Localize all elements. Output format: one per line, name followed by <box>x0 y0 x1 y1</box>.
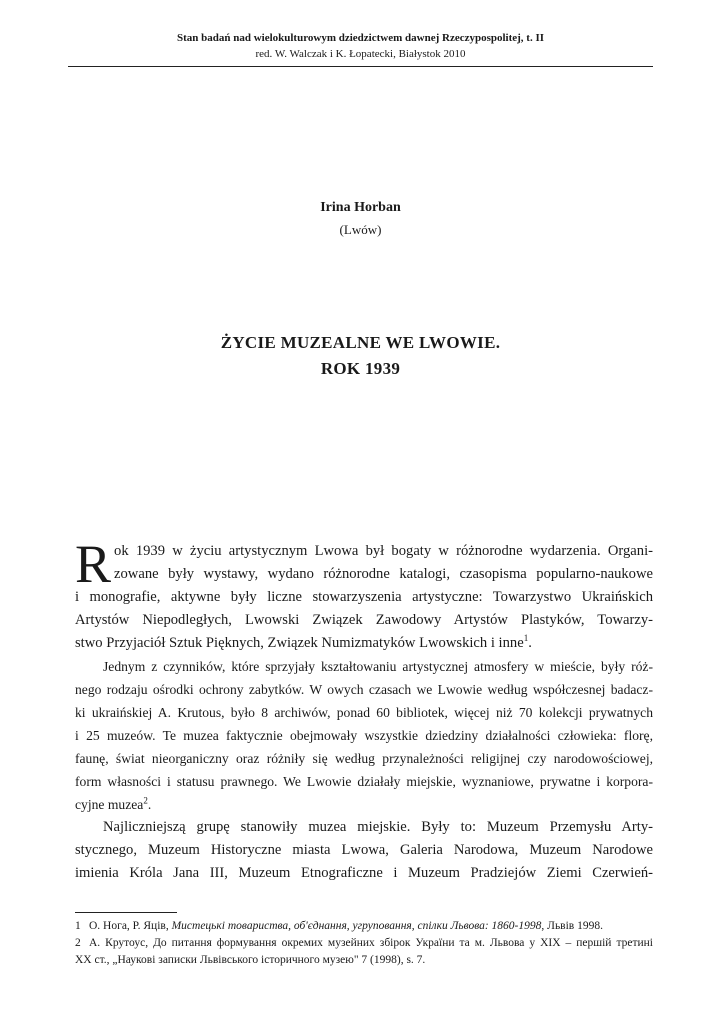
footnote-1 <box>75 918 653 935</box>
paragraph-1-line-1: ok 1939 w życiu artystycznym Lwowa był bogaty w różnorodne wydarzenia. Organi- <box>114 543 653 559</box>
running-head-editors: red. W. Walczak i K. Łopatecki, Białystok 2010 <box>255 48 466 60</box>
author-affiliation: (Lwów) <box>339 222 382 237</box>
footnote-2-line-2: XX ст., „Наукові записки Львівського історичного музею" 7 (1998), s. 7. <box>75 954 426 966</box>
paragraph-1-line-5-text: stwo Przyjaciół Sztuk Pięknych, Związek Numizmatyków Lwowskich i inne <box>75 635 524 651</box>
paragraph-2-line-2: nego rodzaju ośrodki ochrony zabytków. W owych czasach we Lwowie według współczesnej badacz- <box>75 682 653 697</box>
footnote-rule <box>75 912 177 913</box>
footnote-2-line-1 <box>75 935 653 952</box>
title-line-2: ROK 1939 <box>320 359 401 378</box>
paragraph-1-line-5 <box>75 632 653 655</box>
paragraph-1-line-3: i monografie, aktywne były liczne stowarzyszenia artystyczne: Towarzystwo Ukraińskich <box>75 589 653 605</box>
paragraph-2-line-7-end: . <box>147 797 152 812</box>
footnotes <box>75 918 653 969</box>
footnote-ref-1[interactable]: 1 <box>523 633 529 644</box>
paragraph-1-line-2: zowane były wystawy, wydano różnorodne katalogi, czasopisma popularno-naukowe <box>114 566 653 582</box>
footnote-1-imprint: , Львів 1998. <box>541 920 603 932</box>
article-title <box>68 330 653 382</box>
running-head-series: Stan badań nad wielokulturowym dziedzictwem dawnej Rzeczypospolitej, t. II <box>176 32 545 44</box>
paragraph-2-line-4: i 25 muzeów. Te muzea faktycznie obejmowały wszystkie dziedziny działalności człowieka: florę, <box>75 728 653 743</box>
author-name: Irina Horban <box>320 200 401 215</box>
footnote-1-authors: О. Нога, Р. Яців, <box>89 920 172 932</box>
paragraph-3-line-2: stycznego, Muzeum Historyczne miasta Lwowa, Galeria Narodowa, Muzeum Narodowe <box>75 842 653 858</box>
paragraph-3-line-3: imienia Króla Jana III, Muzeum Etnograficzne i Muzeum Pradziejów Ziemi Czerwień- <box>75 865 653 881</box>
footnote-ref-2[interactable]: 2 <box>143 795 148 806</box>
body-text <box>75 534 653 885</box>
footnote-1-title: Мистецькі товариства, об'єднання, угруповання, спілки Львова: 1860-1998 <box>171 920 542 932</box>
paragraph-2-line-1: Jednym z czynników, które sprzyjały kształtowaniu artystycznej atmosfery w mieście, były róż- <box>103 659 653 674</box>
paragraph-1-line-5-end: . <box>528 635 532 651</box>
paragraph-2-line-7-text: cyjne muzea <box>75 797 144 812</box>
running-head <box>68 30 653 62</box>
title-line-1: ŻYCIE MUZEALNE WE LWOWIE. <box>220 333 501 352</box>
paragraph-2-line-3: ki ukraińskiej A. Krutous, było 8 archiwów, ponad 60 bibliotek, więcej niż 70 kolekcji prywatnych <box>75 705 653 720</box>
paragraph-2-line-7 <box>75 793 653 816</box>
footnote-1-number: 1 <box>75 920 81 932</box>
footnote-2-number: 2 <box>75 937 81 949</box>
paragraph-3-line-1: Najliczniejszą grupę stanowiły muzea miejskie. Były to: Muzeum Przemysłu Arty- <box>103 819 653 835</box>
paragraph-2-line-5: faunę, świat nieorganiczny oraz różniły się według przynależności religijnej czy narodowościowej, <box>75 751 653 766</box>
paragraph-2-line-6: form własności i statusu prawnego. We Lwowie działały miejskie, wyznaniowe, prywatne i korpora- <box>75 774 653 789</box>
footnote-2-text-1: А. Крутоус, До питання формування окремих музейних збірок України та м. Львова у XIX – першій третині <box>89 937 653 949</box>
header-rule <box>68 66 653 67</box>
paragraph-1-line-4: Artystów Niepodległych, Lwowski Związek Zawodowy Artystów Plastyków, Towarzy- <box>75 612 653 628</box>
author-block <box>68 198 653 240</box>
drop-cap: R <box>75 534 112 594</box>
